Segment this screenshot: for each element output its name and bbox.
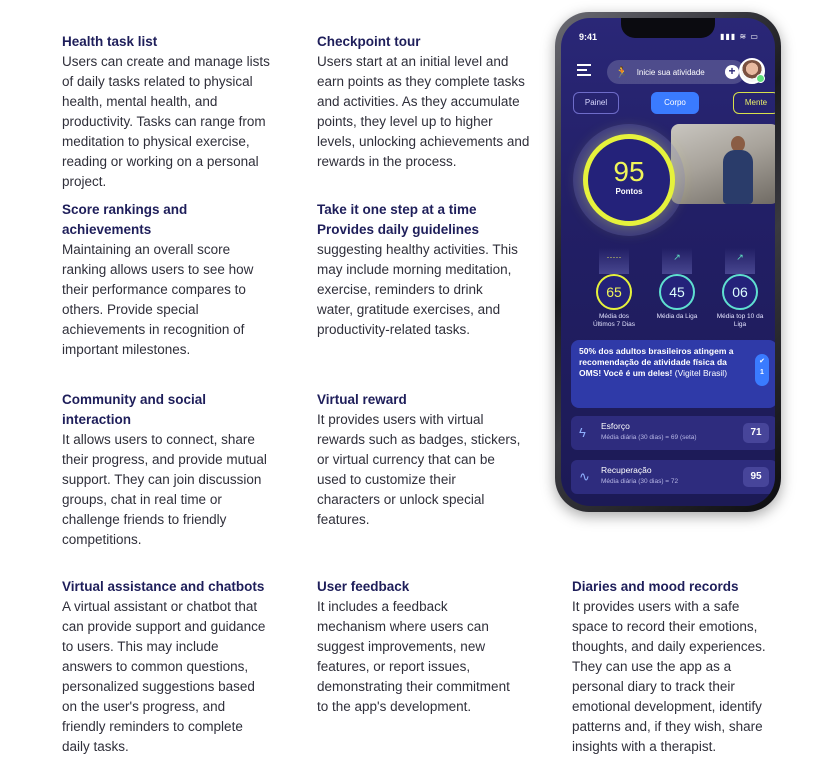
feature-body: It provides users with virtual rewards such as badges, stickers, or virtual currency that can be used to customize their characters or unlock special features. [317,412,521,527]
runner-body [723,150,753,204]
feature-body: Users start at an initial level and earn points as they complete tasks and activities. As they accumulate points, they level up to higher levels, unlocking achievements and rewards in the process. [317,54,530,169]
phone-mockup [555,12,781,512]
start-activity-button[interactable] [607,60,745,84]
feature-body: Maintaining an overall score ranking allows users to see how their performance compares to others. Provide special achievements in recognition of important milestones. [62,242,254,357]
metric-indicator: ····· [599,248,629,274]
start-activity-label: Inicie sua atividade [636,67,705,77]
tab-corpo[interactable]: Corpo [651,92,699,114]
stat-title: Recuperação [601,465,652,475]
feature-body: Users can create and manage lists of daily tasks related to physical health, mental health, and productivity. Tasks can range from meditation to physical exercise, reading or working on a personal project. [62,54,270,189]
running-icon: 🏃 [615,66,629,79]
feature-title: Diaries and mood records [572,579,739,594]
stat-subtitle: Média diária (30 dias) = 69 (seta) [601,434,697,441]
phone-notch [621,18,715,38]
feature-health-task-list [62,32,272,192]
feature-title: User feedback [317,579,410,594]
feature-body: suggesting healthy activities. This may include morning meditation, exercise, reminders to drink water, gratitude exercises, and productivity-related tasks. [317,242,518,337]
tab-painel[interactable]: Painel [573,92,619,114]
metric-caption: Média dos Últimos 7 Dias [593,313,635,328]
score-value: 95 [613,156,645,187]
runner-photo [671,124,775,204]
metric-value: 06 [722,274,758,310]
plus-icon: + [725,65,739,79]
feature-virtual-reward [317,390,522,530]
feature-checkpoint-tour [317,32,532,172]
status-time: 9:41 [579,32,598,42]
feature-title: Take it one step at a time Provides daily guidelines [317,202,480,237]
feature-body: A virtual assistant or chatbot that can provide support and guidance to users. This may include answers to common questions, personalized suggestions based on the user's progress, and friendly reminders to complete daily tasks. [62,599,266,754]
feature-title: Community and social interaction [62,392,207,427]
heartbeat-icon: ∿ [579,469,590,484]
stat-card-esforco[interactable] [571,416,775,450]
metric-league-average [652,248,702,321]
feature-title: Virtual assistance and chatbots [62,579,265,594]
feature-title: Health task list [62,34,158,49]
info-source: (Vigitel Brasil) [674,368,728,378]
lightning-icon: ϟ [579,425,586,440]
stat-value: 71 [743,423,769,443]
check-icon: ✔ [759,358,765,365]
metric-value: 65 [596,274,632,310]
feature-virtual-assistance [62,577,272,757]
tab-mente[interactable]: Mente [733,92,775,114]
metric-caption: Média top 10 da Liga [716,313,764,328]
info-text [579,346,749,379]
check-badge[interactable] [755,354,769,386]
feature-body: It provides users with a safe space to record their emotions, thoughts, and daily experiences. They can use the app as a personal diary to track their emotional development, identify patterns and, if they wish, share insights with a therapist. [572,599,766,754]
score-ring [583,134,675,226]
feature-user-feedback [317,577,517,717]
badge-count: 1 [760,369,764,376]
feature-diaries-mood [572,577,777,757]
status-icons: ▮▮▮ ≋ ▭ [720,32,759,41]
metric-value: 45 [659,274,695,310]
menu-icon[interactable] [577,64,591,76]
stat-card-recuperacao[interactable] [571,460,775,494]
feature-one-step-at-a-time [317,200,522,340]
stat-value: 95 [743,467,769,487]
stat-subtitle: Média diária (30 dias) = 72 [601,478,679,485]
feature-title: Virtual reward [317,392,407,407]
feature-community [62,390,267,550]
metric-indicator: ↗ [725,248,755,274]
score-label: Pontos [615,187,643,196]
metric-indicator: ↗ [662,248,692,274]
feature-title: Checkpoint tour [317,34,421,49]
avatar[interactable] [739,58,765,84]
feature-title: Score rankings and achievements [62,202,188,237]
stat-title: Esforço [601,421,630,431]
info-card[interactable] [571,340,775,408]
info-message: 50% dos adultos brasileiros atingem a recomendação de atividade física da OMS! Você é um deles! [579,346,734,378]
feature-body: It includes a feedback mechanism where users can suggest improvements, new features, or report issues, demonstrating their commitment to the app's development. [317,599,510,714]
metric-caption: Média da Liga [656,313,698,320]
phone-screen [561,18,775,506]
metric-last-7-days [589,248,639,329]
metric-top10-league [715,248,765,329]
feature-body: It allows users to connect, share their progress, and provide mutual support. They can join discussion groups, chat in real time or challenge friends to friendly competitions. [62,432,267,547]
feature-score-rankings [62,200,267,360]
